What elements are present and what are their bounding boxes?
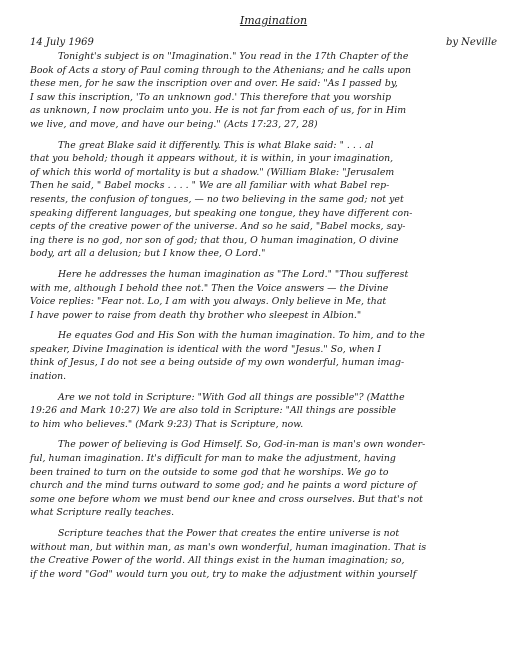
document-title-text: Imagination	[239, 14, 308, 27]
paragraph-1: Tonight's subject is on "Imagination." You read in the 17th Chapter of the Book of Acts a story of Paul coming through to the Athenians; and he calls upon these men, for he saw the inscription over and over. He said: "As I passed by, I saw this inscription, 'To an unknown god.' This therefore that you worship as unknown, I now proclaim unto you. He is not far from each of us, for in Him we live, and move, and have our being." (Acts 17:23, 27, 28)	[30, 51, 412, 130]
paragraph-7: Scripture teaches that the Power that creates the entire universe is not without man, but within man, as man's own wonderful, human imagination. That is the Creative Power of the world. All things exist in the human imagination; so, if the word "God" would turn you out, try to make the adjustment within yourself	[30, 528, 427, 580]
paragraph-2: The great Blake said it differently. This is what Blake said: " . . . al that you behold; though it appears without, it is within, in your imagination, of which this world of mortality is but a shadow." (William Blake: "Jerusalem Then he said, " Babel mocks . . . . " We are all familiar with what Babel rep- resents, the confusion of tongues, — no two believing in the same god; not yet speaking different languages, but speaking one tongue, they have different con- cepts of the creative power of the universe. And so he said, "Babel mocks, say- ing there is no god, nor son of god; that thou, O human imagination, O divine body, art all a delusion; but I know thee, O Lord."	[30, 139, 413, 260]
document-title	[50, 14, 497, 27]
document-date: 14 July 1969	[30, 37, 94, 48]
date-author-row	[30, 37, 497, 48]
paragraph-4: He equates God and His Son with the human imagination. To him, and to the speaker, Divine Imagination is identical with the word "Jesus." So, when I think of Jesus, I do not see a being outside of my own wonderful, human imag- ination.	[30, 330, 425, 383]
document-author: by Neville	[445, 37, 497, 48]
paragraph-5: Are we not told in Scripture: "With God all things are possible"? (Matthe 19:26 and Mark 10:27) We are also told in Scripture: "All things are possible to him who believes." (Mark 9:23) That is Scripture, now.	[30, 391, 405, 430]
paragraph-6: The power of believing is God Himself. So, God-in-man is man's own wonder- ful, human imagination. It's difficult for man to make the adjustment, having been trained to turn on the outside to some god that he worships. We go to church and the mind turns outward to some god; and he paints a word picture of some one before whom we must bend our knee and cross ourselves. But that's not what Scripture really teaches.	[30, 439, 426, 519]
paragraph-3: Here he addresses the human imagination as "The Lord." "Thou sufferest with me, although I behold thee not." Then the Voice answers — the Divine Voice replies: "Fear not. Lo, I am with you always. Only believe in Me, that I have power to raise from death thy brother who sleepest in Albion."	[30, 268, 409, 321]
